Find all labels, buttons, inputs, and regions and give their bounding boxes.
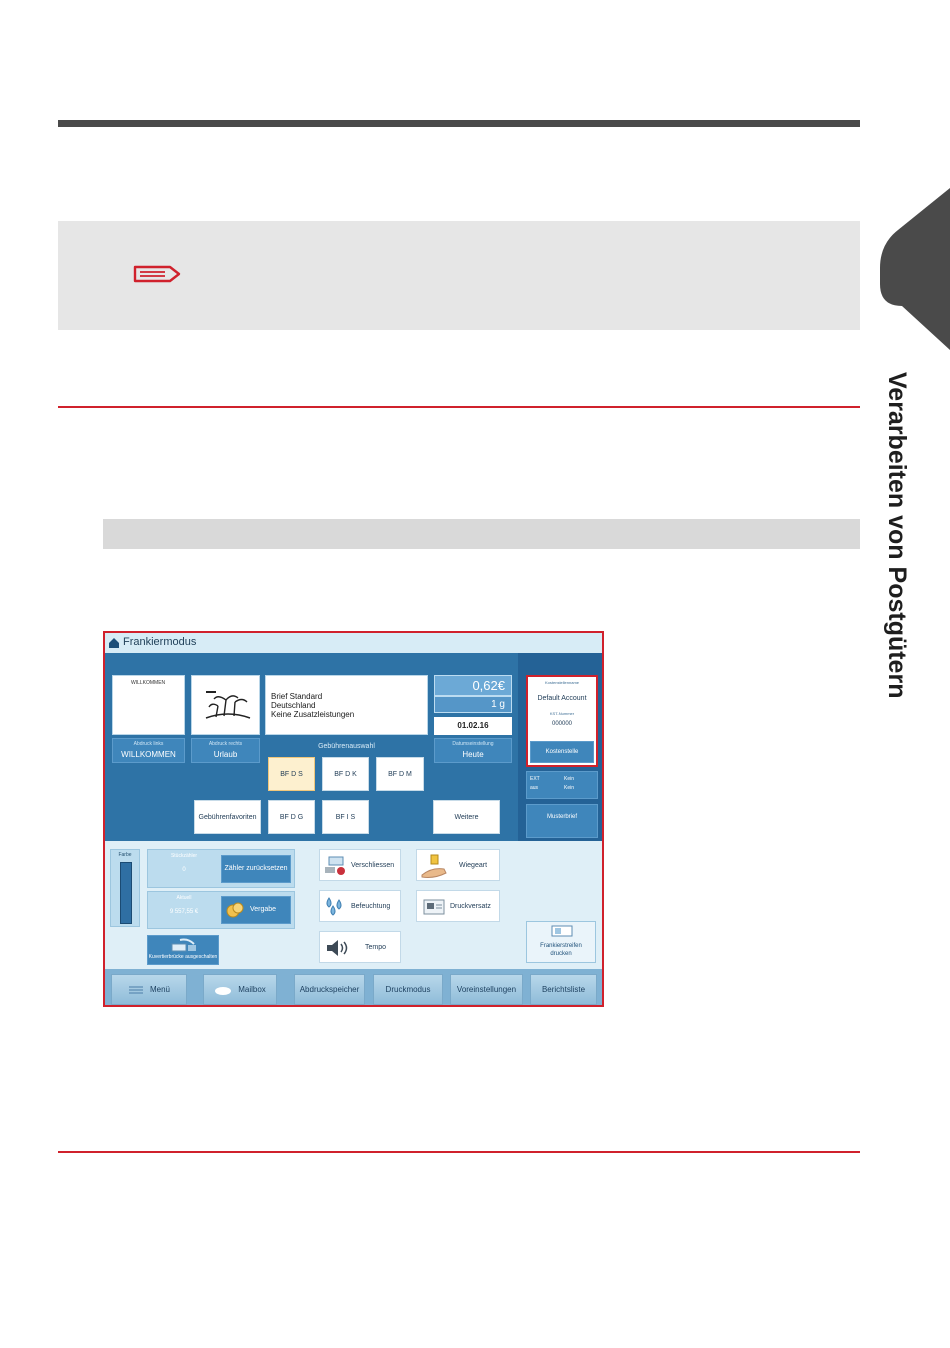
cost-center-panel[interactable] [526, 675, 598, 767]
menu-icon [128, 985, 144, 995]
mailbox-icon [214, 985, 232, 995]
nav-reports-button[interactable]: Berichtsliste [530, 974, 597, 1005]
sealing-button[interactable] [319, 849, 401, 881]
sealing-label: Verschliessen [351, 862, 395, 869]
imprint-left-button[interactable] [112, 738, 185, 763]
weight-display: 1 g [434, 696, 512, 713]
current-label: Aktuell [176, 895, 192, 901]
ext-label: EXT [530, 776, 540, 782]
rate-button[interactable]: BF D G [268, 800, 315, 834]
nav-imprint-memory-button[interactable]: Abdruckspeicher [294, 974, 365, 1005]
envelope-bridge-button[interactable] [147, 935, 219, 965]
print-strip-label-1: Frankierstreifen [540, 943, 582, 949]
ink-panel [110, 849, 140, 927]
date-display[interactable]: 01.02.16 [434, 717, 512, 735]
note-box [58, 221, 860, 330]
ext-value-2: Kein [564, 785, 575, 791]
nav-menu-button[interactable] [111, 974, 187, 1005]
rate-button[interactable]: BF D M [376, 757, 424, 791]
print-offset-icon [423, 898, 445, 916]
rate-button[interactable]: BF D K [322, 757, 369, 791]
imprint-left-preview[interactable] [112, 675, 185, 735]
print-strip-button[interactable] [526, 921, 596, 963]
cost-center-button[interactable]: Kostenstelle [530, 741, 594, 763]
pattern-letter-button[interactable]: Musterbrief [526, 804, 598, 838]
product-line-1: Brief Standard [271, 692, 323, 701]
envelope-bridge-label: Kuvertierbrücke ausgeschalten [148, 954, 218, 960]
speed-button[interactable] [319, 931, 401, 963]
date-value: Heute [462, 750, 484, 759]
speaker-icon [324, 937, 350, 959]
counter-label: Stückzähler [170, 853, 198, 859]
nav-menu-label: Menü [149, 985, 170, 994]
franking-screen [103, 631, 604, 1007]
imprint-right-caption: Abdruck rechts [208, 741, 243, 747]
envelope-bridge-icon [170, 938, 198, 952]
assign-button[interactable] [221, 896, 291, 924]
water-drops-icon [323, 896, 347, 918]
top-rule [58, 120, 860, 127]
nav-mailbox-button[interactable] [203, 974, 277, 1005]
product-line-3: Keine Zusatzleistungen [271, 710, 355, 719]
nav-print-mode-button[interactable]: Druckmodus [373, 974, 443, 1005]
amount-display: 0,62€ [434, 675, 512, 696]
more-rates-button[interactable]: Weitere [433, 800, 500, 834]
ink-level-bar [120, 862, 132, 924]
cost-center-name: Default Account [537, 695, 587, 702]
imprint-left-caption: Abdruck links [133, 741, 164, 747]
step-band [103, 519, 860, 549]
ext-label-2: aus [530, 785, 539, 791]
imprint-right-preview[interactable] [191, 675, 260, 735]
current-panel [147, 891, 295, 929]
reset-counter-button[interactable]: Zähler zurücksetzen [221, 855, 291, 883]
imprint-right-button[interactable] [191, 738, 260, 763]
speed-label: Tempo [365, 944, 387, 951]
chapter-tab [880, 188, 950, 350]
date-caption: Datumseinstellung [452, 741, 494, 747]
moistening-button[interactable] [319, 890, 401, 922]
imprint-left-value: WILLKOMMEN [121, 750, 176, 759]
rate-button[interactable]: BF D S [268, 757, 315, 791]
sealing-icon [323, 855, 347, 877]
home-icon[interactable] [108, 637, 120, 649]
hand-weight-icon [420, 853, 448, 879]
nav-presets-button[interactable]: Voreinstellungen [450, 974, 523, 1005]
counter-value: 0 [182, 867, 186, 873]
cost-center-number: 000000 [551, 721, 573, 727]
rate-button[interactable]: BF I S [322, 800, 369, 834]
print-offset-button[interactable] [416, 890, 500, 922]
moistening-label: Befeuchtung [351, 903, 391, 910]
weighing-mode-label: Wiegeart [459, 862, 488, 869]
counter-panel [147, 849, 295, 888]
date-setting-button[interactable] [434, 738, 512, 763]
fee-selection-label: Gebührenauswahl [318, 743, 375, 750]
strip-icon [551, 925, 573, 937]
favorites-button[interactable]: Gebührenfavoriten [194, 800, 261, 834]
cost-center-number-label: KST-Nummer [549, 711, 575, 716]
assign-label: Vergabe [250, 906, 277, 913]
coins-icon [226, 902, 244, 918]
cost-center-header: Kostenstellenname [544, 680, 580, 685]
pencil-note-icon [132, 263, 182, 285]
product-line-2: Deutschland [271, 701, 316, 710]
side-tab-title-text: Verarbeiten von Postgütern [883, 372, 911, 699]
imprint-left-preview-text: WILLKOMMEN [131, 680, 166, 686]
screen-title: Frankiermodus [123, 636, 197, 648]
product-info[interactable] [265, 675, 428, 735]
ink-label: Farbe [118, 852, 132, 858]
ext-button[interactable] [526, 771, 598, 799]
print-strip-label-2: drucken [550, 951, 572, 957]
screen-title-bar [105, 633, 602, 653]
ext-value: Kein [564, 776, 575, 782]
weighing-mode-button[interactable] [416, 849, 500, 881]
imprint-right-value: Urlaub [213, 750, 238, 759]
print-offset-label: Druckversatz [450, 903, 491, 910]
nav-mailbox-label: Mailbox [238, 985, 266, 994]
red-divider-bottom [58, 1151, 860, 1153]
side-tab-title [869, 372, 929, 762]
palm-island-icon [202, 688, 254, 722]
current-value: 9 557,55 € [169, 909, 199, 915]
red-divider [58, 406, 860, 408]
